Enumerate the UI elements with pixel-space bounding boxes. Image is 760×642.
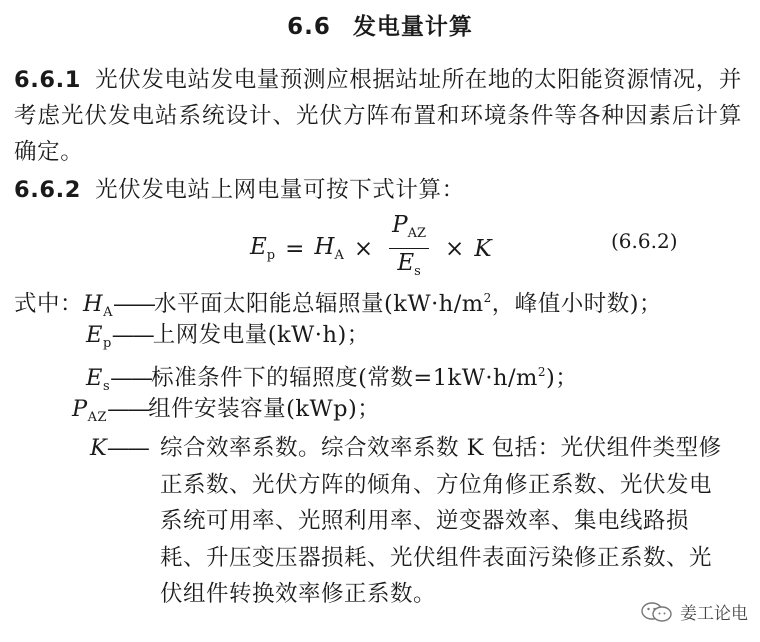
- symbol: $P_{AZ}$: [72, 396, 108, 425]
- clause-6-6-2: [14, 172, 742, 208]
- formula-times: ×: [353, 235, 374, 262]
- definition-ep: $E_p——$上网发电量(kW·h)；: [86, 322, 370, 351]
- formula-equals: =: [285, 235, 305, 262]
- clause-text: 光伏发电站上网电量可按下式计算：: [95, 177, 465, 203]
- definition-paz: $P_{AZ}——$组件安装容量(kWp)；: [72, 396, 381, 425]
- definition-text: 水平面太阳能总辐照量(kW·h/m: [154, 291, 484, 317]
- clause-number: 6.6.2: [14, 177, 82, 203]
- formula-term-h: $H_A$: [314, 234, 344, 263]
- section-number: 6.6: [287, 14, 331, 40]
- clause-text: 光伏发电站发电量预测应根据站址所在地的太阳能资源情况，并考虑光伏发电站系统设计、光伏方阵布置和环境条件等各种因素后计算确定。: [14, 67, 742, 165]
- formula-lhs: $E_p$: [250, 234, 276, 263]
- formula-numerator: $P_{AZ}$: [389, 212, 429, 249]
- section-title: [0, 8, 760, 41]
- formula: [250, 212, 492, 285]
- clause-6-6-1: [14, 62, 742, 170]
- definition-text: 上网发电量(kW·h)；: [152, 322, 370, 348]
- definitions-prefix: 式中：: [14, 291, 84, 317]
- section-heading: 发电量计算: [352, 14, 473, 40]
- formula-times: ×: [445, 235, 465, 262]
- watermark: [640, 599, 748, 624]
- formula-term-k: K: [474, 235, 492, 262]
- definition-text: 组件安装容量(kWp)；: [148, 396, 381, 422]
- equation-number: (6.6.2): [611, 229, 678, 253]
- formula-fraction: [389, 212, 429, 285]
- definition-k-text: 综合效率系数。综合效率系数 K 包括：光伏组件类型修正系数、光伏方阵的倾角、方位角修正系数、光伏发电系统可用率、光照利用率、逆变器效率、集电线路损耗、升压变压器损耗、光伏组件表面污染修正系数、光伏组件转换效率修正系数。: [160, 435, 722, 607]
- symbol: $H_A$: [83, 291, 114, 320]
- symbol: $E_p$: [86, 322, 112, 351]
- definition-ha: 式中：$H_A——$水平面太阳能总辐照量($kW\cdot h/m^2$，峰值小时数)；: [14, 291, 663, 320]
- definition-k-symbol: K——: [90, 435, 148, 461]
- watermark-text: 姜工论电: [680, 604, 748, 624]
- formula-denominator: $E_s$: [397, 250, 421, 279]
- wechat-icon: [640, 601, 674, 623]
- clause-number: 6.6.1: [14, 67, 82, 93]
- definition-es: $E_s——$标准条件下的辐照度(常数$=1kW\cdot h/m^2$)；: [86, 365, 579, 394]
- definition-text: 标准条件下的辐照度(常数=1kW·h/m: [151, 365, 538, 391]
- symbol: $E_s$: [86, 365, 111, 394]
